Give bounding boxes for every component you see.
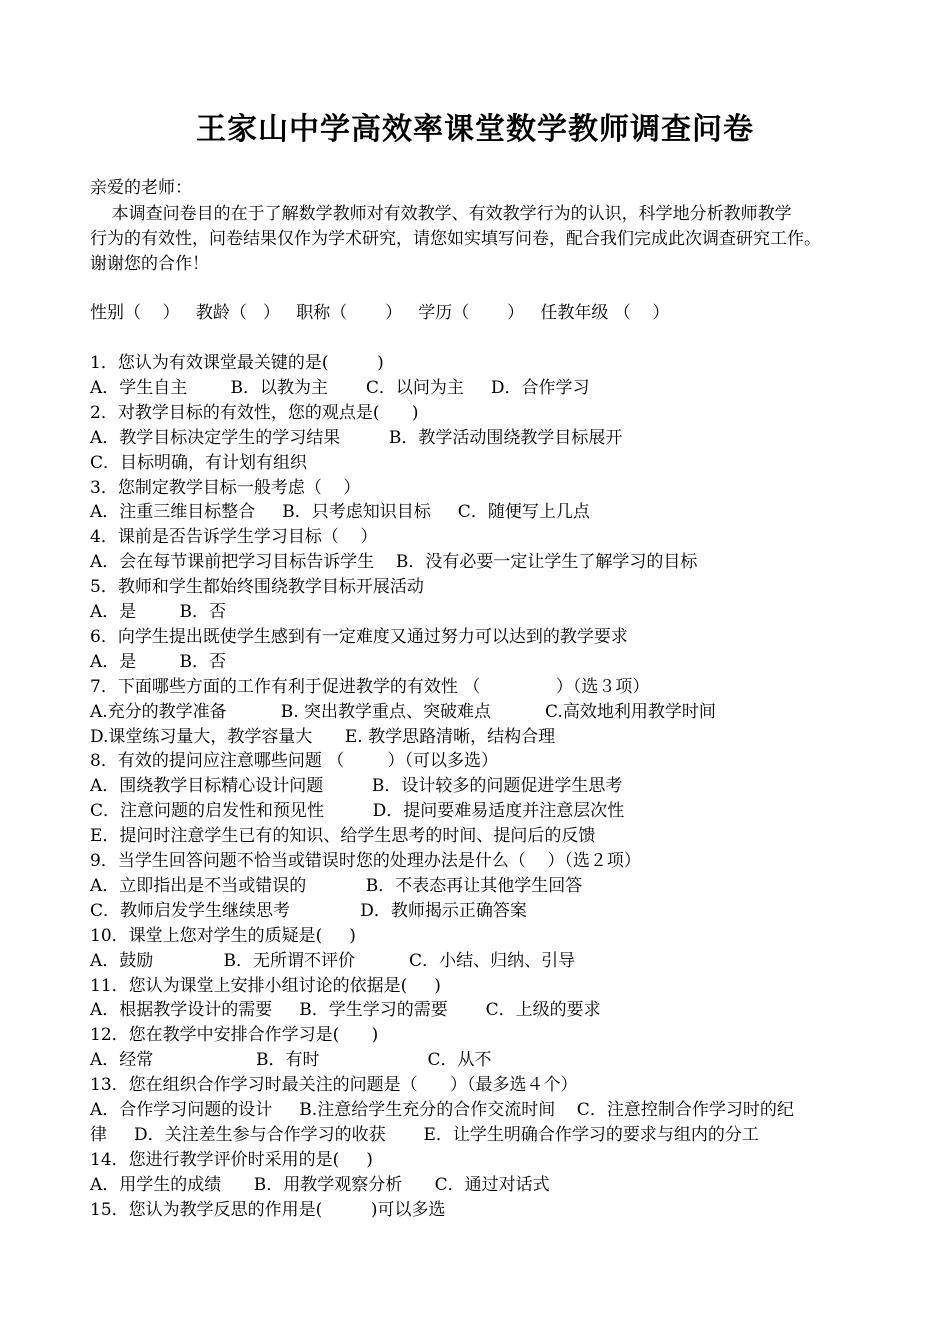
question-line: A．注重三维目标整合 B．只考虑知识目标 C．随便写上几点 — [90, 502, 590, 523]
question-line: C．目标明确，有计划有组织 — [90, 452, 308, 473]
question-line: C．教师启发学生继续思考 D．教师揭示正确答案 — [90, 900, 527, 921]
question-line: 4．课前是否告诉学生学习目标（ ） — [90, 527, 378, 548]
greeting: 亲爱的老师： — [90, 178, 192, 198]
question-line: 8．有效的提问应注意哪些问题 （ ）（可以多选） — [90, 751, 498, 772]
question-line: D.课堂练习量大，教学容量大 E. 教学思路清晰，结构合理 — [90, 726, 556, 747]
question-line: 律 D．关注差生参与合作学习的收获 E．让学生明确合作学习的要求与组内的分工 — [90, 1124, 759, 1145]
question-line: 11．您认为课堂上安排小组讨论的依据是( ) — [90, 975, 441, 996]
question-line: 7．下面哪些方面的工作有利于促进教学的有效性 （ ）（选３项） — [90, 676, 650, 697]
question-line: A．根据教学设计的需要 B．学生学习的需要 C．上级的要求 — [90, 1000, 601, 1021]
question-line: A．合作学习问题的设计 B.注意给学生充分的合作交流时间 C．注意控制合作学习时的纪 — [90, 1100, 794, 1120]
question-line: C．注意问题的启发性和预见性 D．提问要难易适度并注意层次性 — [90, 801, 625, 822]
question-line: A．学生自主 B．以教为主 C．以问为主 D．合作学习 — [90, 377, 590, 398]
question-line: A．是 B．否 — [90, 651, 226, 672]
question-line: 6．向学生提出既使学生感到有一定难度又通过努力可以达到的教学要求 — [90, 626, 628, 647]
question-line: 1．您认为有效课堂最关键的是( ) — [90, 353, 384, 373]
question-line: A．教学目标决定学生的学习结果 B．教学活动围绕教学目标展开 — [90, 427, 623, 448]
question-line: A．围绕教学目标精心设计问题 B．设计较多的问题促进学生思考 — [90, 776, 623, 797]
question-line: 5．教师和学生都始终围绕教学目标开展活动 — [90, 577, 424, 598]
question-line: 10．课堂上您对学生的质疑是( ) — [90, 925, 356, 946]
intro-line: 谢谢您的合作！ — [90, 254, 209, 274]
intro-line: 本调查问卷目的在于了解数学教师对有效教学、有效教学行为的认识，科学地分析教师教学 — [90, 204, 792, 224]
question-line: A．会在每节课前把学习目标告诉学生 B．没有必要一定让学生了解学习的目标 — [90, 552, 698, 573]
question-line: 3．您制定教学目标一般考虑（ ） — [90, 477, 361, 498]
intro-line: 行为的有效性，问卷结果仅作为学术研究，请您如实填写问卷，配合我们完成此次调查研究工作。 — [90, 229, 821, 249]
question-line: A．鼓励 B．无所谓不评价 C．小结、归纳、引导 — [90, 950, 576, 971]
question-line: E．提问时注意学生已有的知识、给学生思考的时间、提问后的反馈 — [90, 826, 596, 847]
question-line: 9．当学生回答问题不恰当或错误时您的处理办法是什么（ ）（选２项） — [90, 851, 641, 871]
question-line: 15．您认为教学反思的作用是( )可以多选 — [90, 1199, 446, 1220]
question-line: A．经常 B．有时 C．从不 — [90, 1050, 492, 1071]
question-line: 13．您在组织合作学习时最关注的问题是（ ）（最多选４个） — [90, 1075, 578, 1096]
info-line: 性别（ ） 教龄（ ） 职称（ ） 学历（ ） 任教年级 （ ） — [90, 303, 670, 323]
question-line: 12．您在教学中安排合作学习是( ) — [90, 1025, 379, 1046]
question-line: A．用学生的成绩 B．用教学观察分析 C．通过对话式 — [90, 1174, 550, 1195]
question-line: 2．对教学目标的有效性，您的观点是( ) — [90, 402, 419, 423]
question-line: A.充分的教学准备 B. 突出教学重点、突破难点 C.高效地利用教学时间 — [90, 701, 716, 722]
question-line: 14．您进行教学评价时采用的是( ) — [90, 1149, 373, 1170]
question-line: A．立即指出是不当或错误的 B．不表态再让其他学生回答 — [90, 875, 583, 896]
page-title: 王家山中学高效率课堂数学教师调查问卷 — [196, 112, 754, 147]
question-line: A．是 B．否 — [90, 602, 226, 622]
